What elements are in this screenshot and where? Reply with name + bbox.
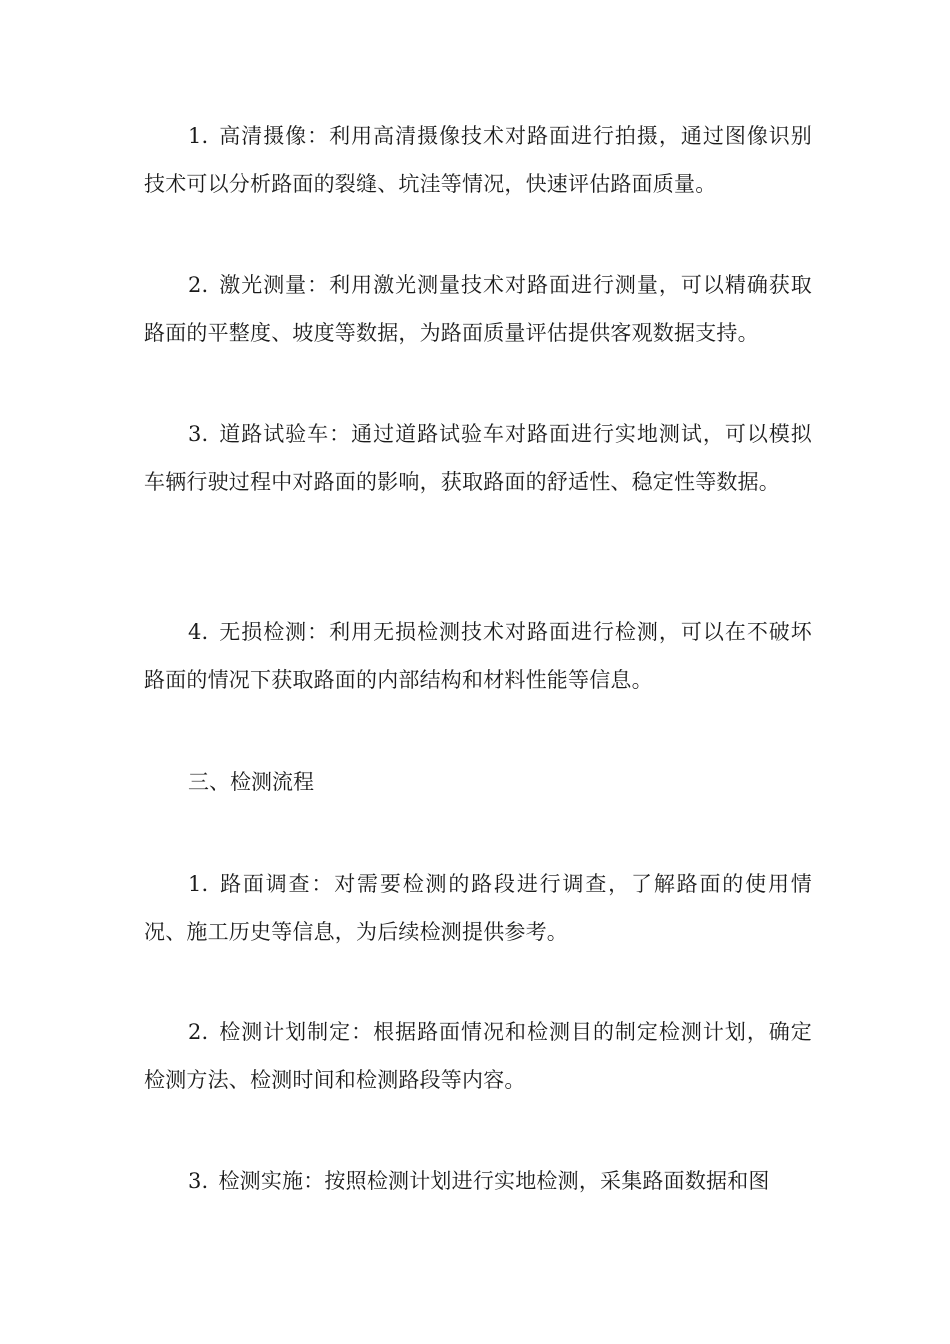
item-number: 3. <box>188 1169 209 1193</box>
method-item-4 <box>144 608 812 704</box>
process-item-1 <box>144 860 812 956</box>
item-number: 3. <box>188 422 209 446</box>
item-text: 路面调查：对需要检测的路段进行调查，了解路面的使用情况、施工历史等信息，为后续检测提供参考。 <box>144 872 812 944</box>
process-item-2 <box>144 1008 812 1104</box>
method-item-3 <box>144 410 812 506</box>
item-number: 4. <box>188 620 209 644</box>
item-text: 无损检测：利用无损检测技术对路面进行检测，可以在不破坏路面的情况下获取路面的内部结构和材料性能等信息。 <box>144 620 812 692</box>
method-item-1 <box>144 112 812 208</box>
item-text: 检测计划制定：根据路面情况和检测目的制定检测计划，确定检测方法、检测时间和检测路段等内容。 <box>144 1020 812 1092</box>
section-heading: 三、检测流程 <box>188 770 314 794</box>
item-number: 1. <box>188 872 209 896</box>
item-text: 检测实施：按照检测计划进行实地检测，采集路面数据和图 <box>218 1169 770 1193</box>
item-text: 激光测量：利用激光测量技术对路面进行测量，可以精确获取路面的平整度、坡度等数据，为路面质量评估提供客观数据支持。 <box>144 273 812 345</box>
item-text: 道路试验车：通过道路试验车对路面进行实地测试，可以模拟车辆行驶过程中对路面的影响，获取路面的舒适性、稳定性等数据。 <box>144 422 812 494</box>
item-number: 1. <box>188 124 209 148</box>
method-item-2 <box>144 261 812 357</box>
item-number: 2. <box>188 1020 209 1044</box>
item-text: 高清摄像：利用高清摄像技术对路面进行拍摄，通过图像识别技术可以分析路面的裂缝、坑洼等情况，快速评估路面质量。 <box>144 124 812 196</box>
item-number: 2. <box>188 273 209 297</box>
process-item-3 <box>144 1157 812 1205</box>
